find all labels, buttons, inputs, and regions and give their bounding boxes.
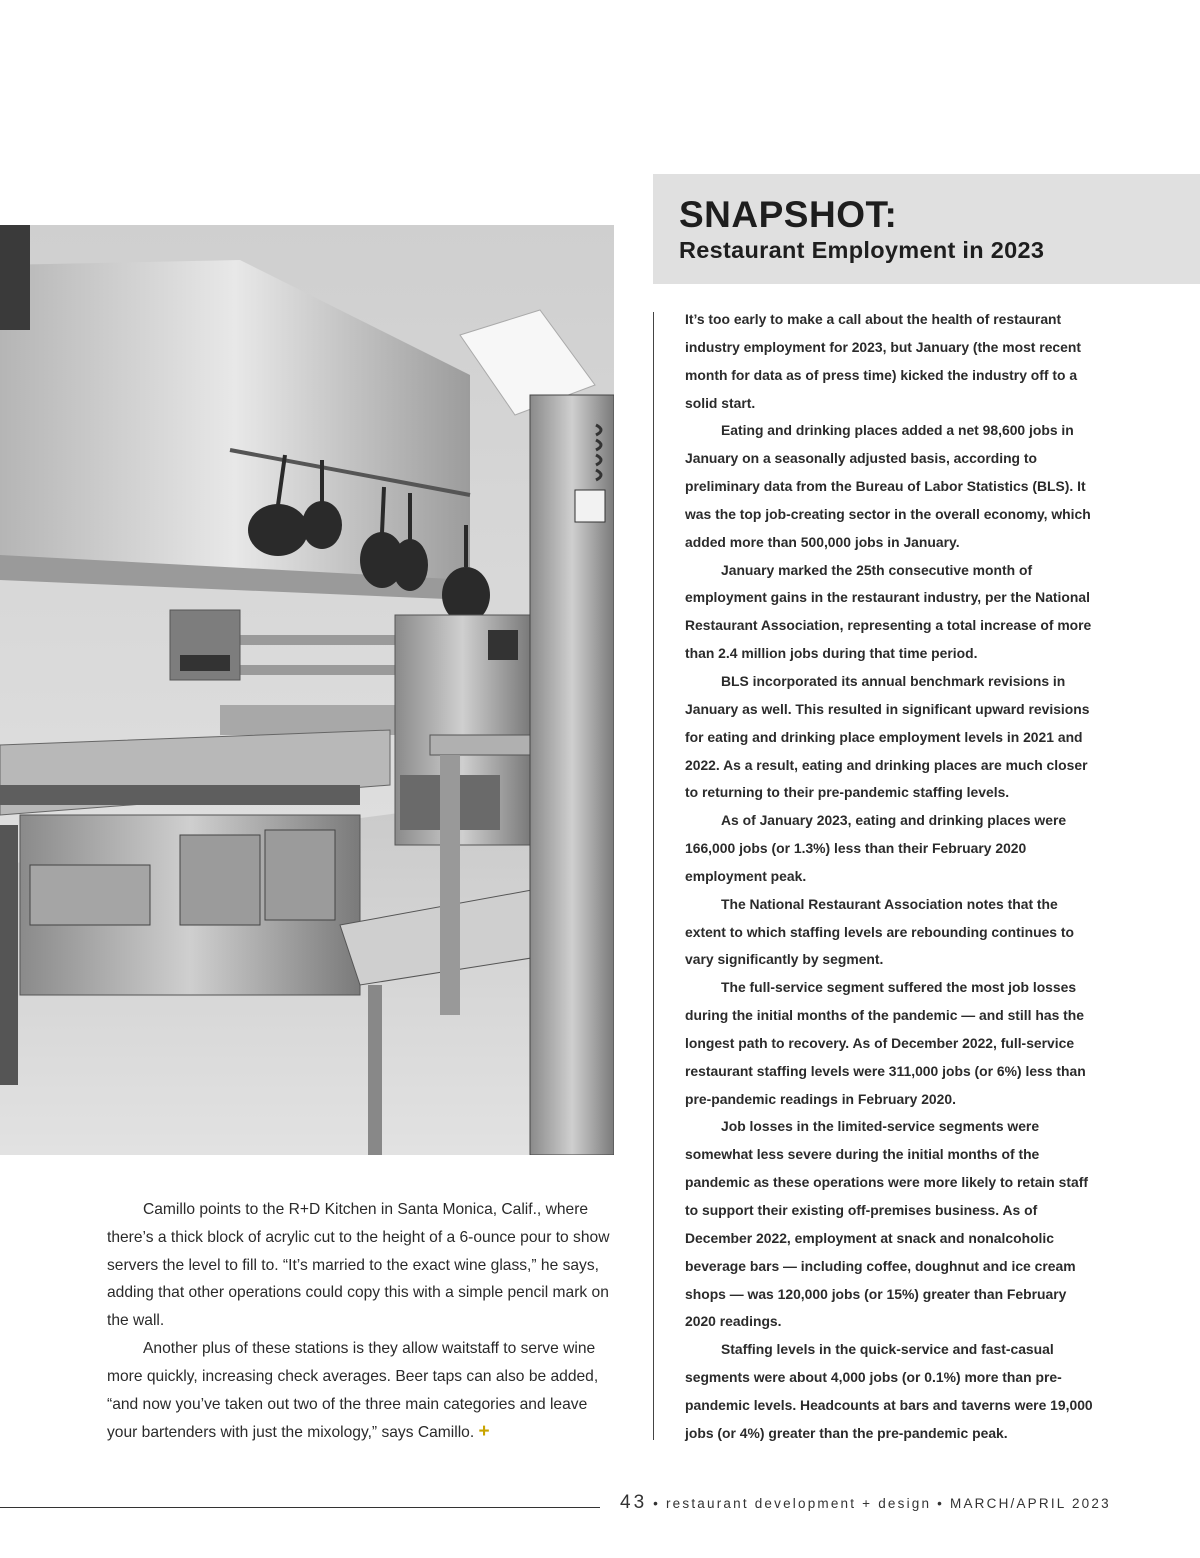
snapshot-paragraph-9: Staffing levels in the quick-service and fast-casual segments were about 4,000 jobs (or 0.1%) more than pre-pandemic levels. Headcounts at bars and taverns were 19,000 jobs (or 4%) greater than the pre-pandemic peak. (685, 1341, 1093, 1441)
snapshot-paragraph-4: BLS incorporated its annual benchmark revisions in January as well. This resulted in significant upward revisions for eating and drinking place employment levels in 2021 and 2022. As a result, eating and drinking places are much closer to returning to their pre-pandemic staffing levels. (685, 672, 1090, 801)
footer-rule (0, 1507, 600, 1508)
snapshot-title: SNAPSHOT: (679, 194, 898, 235)
snapshot-paragraph-6: The National Restaurant Association notes that the extent to which staffing levels are rebounding continues to vary significantly by segment. (685, 895, 1074, 968)
end-mark-icon: + (478, 1421, 490, 1443)
page-number: 43 (620, 1492, 648, 1513)
kitchen-photo (0, 225, 614, 1155)
snapshot-paragraph-3: January marked the 25th consecutive month of employment gains in the restaurant industry, per the National Restaurant Association, representing a total increase of more than 2.4 million jobs during that time period. (685, 561, 1092, 662)
publication-name: restaurant development + design (665, 1496, 932, 1511)
left-article-paragraph-2-text: Another plus of these stations is they allow waitstaff to serve wine more quickly, increasing check averages. Beer taps can also be added, “and now you’ve taken out two of the three main categories and leave your bartenders with just the mixology,” says Camillo. (107, 1339, 599, 1442)
issue-date: MARCH/APRIL 2023 (950, 1496, 1111, 1511)
footer-separator: • (937, 1496, 945, 1511)
footer-separator: • (653, 1496, 661, 1511)
snapshot-subtitle: Restaurant Employment in 2023 (679, 237, 1045, 263)
snapshot-body (685, 306, 1095, 1448)
left-article-paragraph-2 (107, 1335, 612, 1447)
left-article-paragraph-1: Camillo points to the R+D Kitchen in Santa Monica, Calif., where there’s a thick block of acrylic cut to the height of a 6-ounce pour to show servers the level to fill to. “It’s married to the exact wine glass,” he says, adding that other operations could copy this with a simple pencil mark on the wall. (107, 1201, 610, 1330)
snapshot-paragraph-2: Eating and drinking places added a net 98,600 jobs in January on a seasonally adjusted basis, according to preliminary data from the Bureau of Labor Statistics (BLS). It was the top job-creating sector in the overall economy, which added more than 500,000 jobs in January. (685, 422, 1091, 550)
left-article (107, 1196, 612, 1447)
snapshot-paragraph-8: Job losses in the limited-service segments were somewhat less severe during the initial months of the pandemic as these operations were more likely to retain staff to support their existing off-premises business. As of December 2022, employment at snack and nonalcoholic beverage bars — including coffee, doughnut and ice cream shops — was 120,000 jobs (or 15%) greater than February 2020 readings. (685, 1118, 1088, 1330)
sidebar-divider (653, 312, 654, 1440)
snapshot-paragraph-7: The full-service segment suffered the most job losses during the initial months of the pandemic — and still has the longest path to recovery. As of December 2022, full-service restaurant staffing levels were 311,000 jobs (or 6%) less than pre-pandemic readings in February 2020. (685, 979, 1086, 1107)
snapshot-paragraph-5: As of January 2023, eating and drinking places were 166,000 jobs (or 1.3%) less than their February 2020 employment peak. (685, 812, 1067, 884)
page-footer (620, 1492, 1111, 1514)
snapshot-header (653, 174, 1200, 284)
kitchen-photo-graphic (0, 225, 614, 1155)
snapshot-paragraph-1: It’s too early to make a call about the health of restaurant industry employment for 2023, but January (the most recent month for data as of press time) kicked the industry off to a solid start. (685, 311, 1081, 411)
